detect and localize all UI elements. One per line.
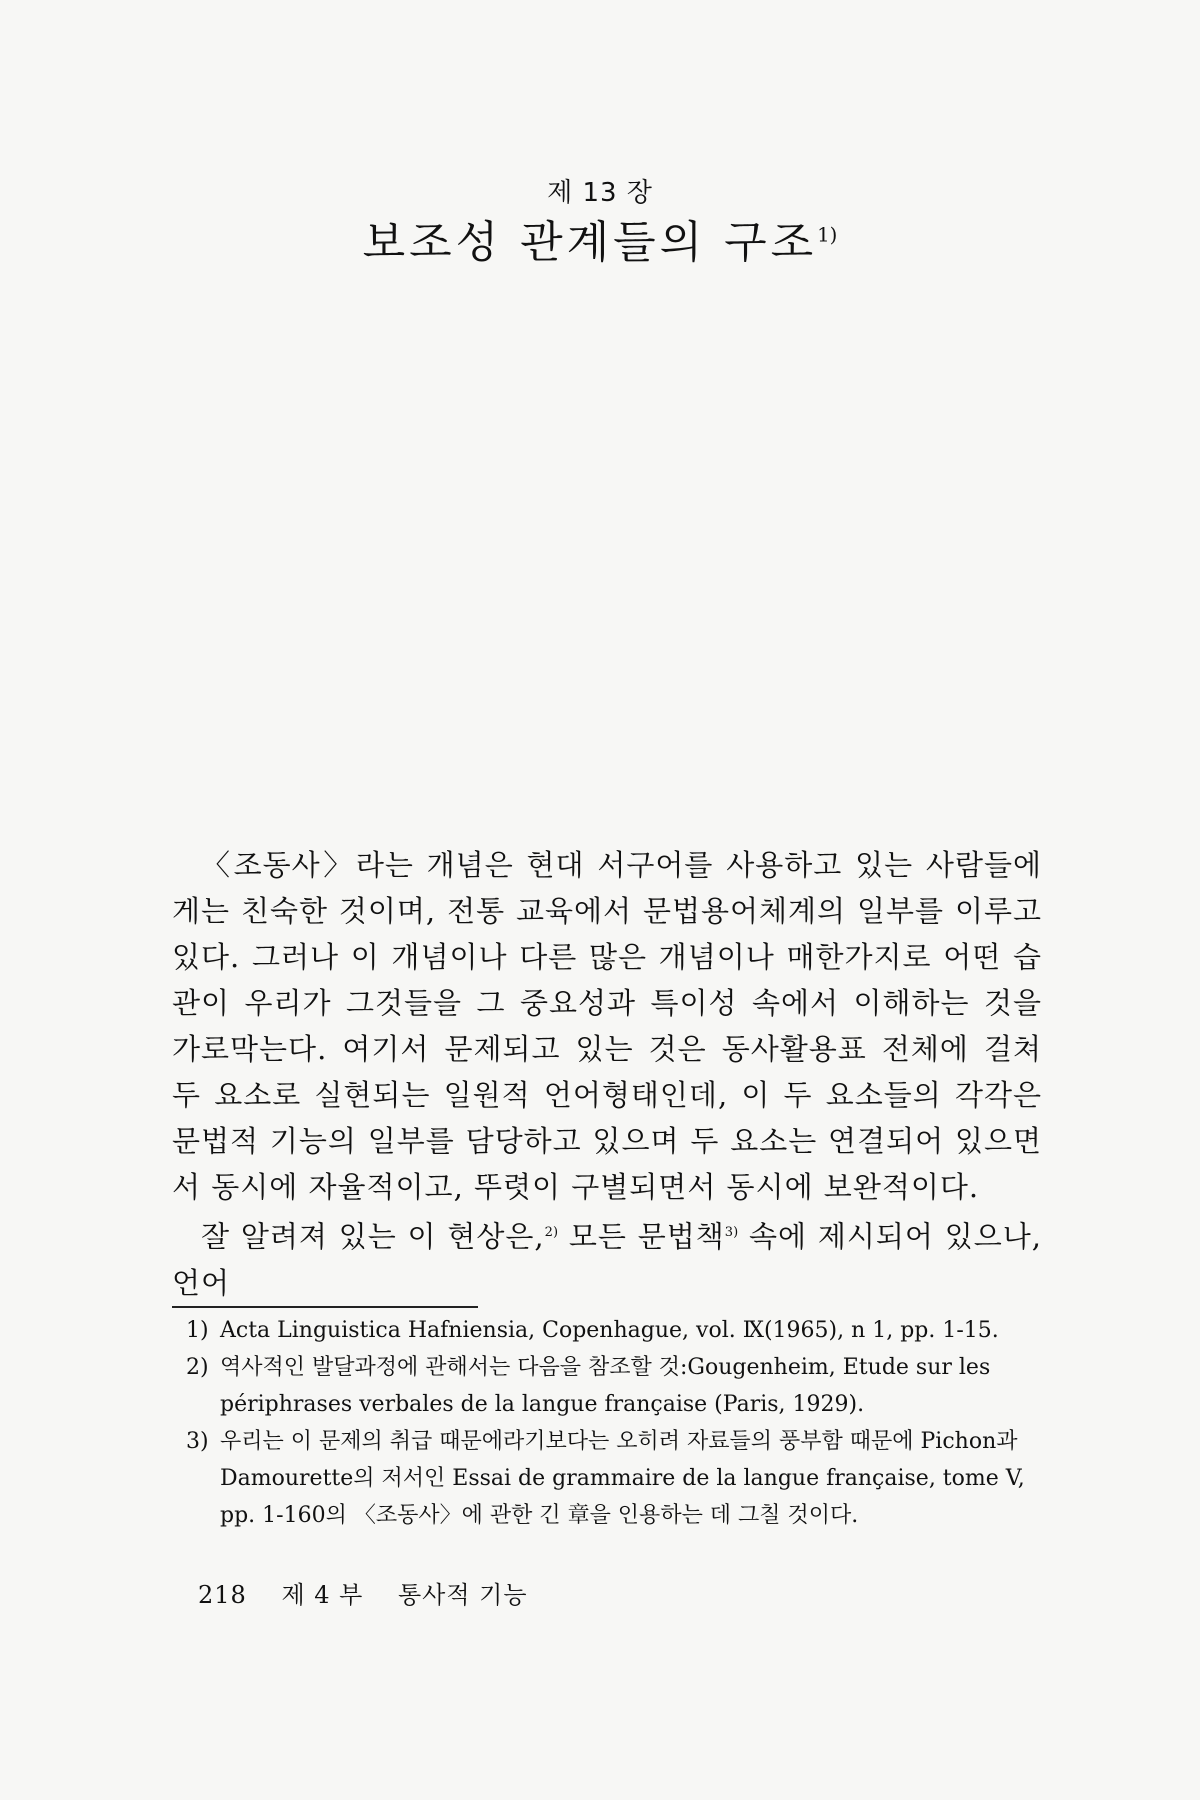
footnote-marker: 1) [186, 1318, 209, 1343]
footnote-ref-2: 2) [544, 1225, 559, 1240]
footnote-1 [186, 1312, 1046, 1349]
chapter-title-text: 보조성 관계들의 구조 [362, 217, 818, 268]
footnote-divider [172, 1306, 478, 1308]
section-label: 통사적 기능 [398, 1581, 528, 1609]
paragraph-2-part-3: 속에 제시되어 있으나, 언어 [172, 1219, 1042, 1300]
paragraph-1: 〈조동사〉라는 개념은 현대 서구어를 사용하고 있는 사람들에게는 친숙한 것이며, 전통 교육에서 문법용어체계의 일부를 이루고 있다. 그러나 이 개념이나 다른 많은 개념이나 매한가지로 어떤 습관이 우리가 그것들을 그 중요성과 특이성 속에서 이해하는 것을 가로막는다. 여기서 문제되고 있는 것은 동사활용표 전체에 걸쳐 두 요소로 실현되는 일원적 언어형태인데, 이 두 요소들의 각각은 문법적 기능의 일부를 담당하고 있으며 두 요소는 연결되어 있으면서 동시에 자율적이고, 뚜렷이 구별되면서 동시에 보완적이다. [172, 848, 1042, 1204]
footnote-marker: 3) [186, 1429, 209, 1454]
paragraph-2-part-1: 잘 알려져 있는 이 현상은, [201, 1219, 545, 1254]
paragraph-2-part-2: 모든 문법책 [558, 1219, 725, 1254]
page-number: 218 [198, 1581, 247, 1609]
footnote-text: 역사적인 발달과정에 관해서는 다음을 참조할 것:Gougenheim, Etude sur les périphrases verbales de la langue française (Paris, 1929). [220, 1355, 991, 1417]
footnote-text: Acta Linguistica Hafniensia, Copenhague, vol. Ⅸ(1965), n 1, pp. 1-15. [220, 1318, 999, 1343]
footnote-text: 우리는 이 문제의 취급 때문에라기보다는 오히려 자료들의 풍부함 때문에 Pichon과 Damourette의 저서인 Essai de grammaire de la langue française, tome V, pp. 1-160의 〈조동사〉에 관한 긴 章을 인용하는 데 그칠 것이다. [220, 1429, 1025, 1528]
part-label: 제 4 부 [281, 1581, 364, 1609]
footnote-marker: 2) [186, 1355, 209, 1380]
footnote-2 [186, 1349, 1046, 1423]
footnote-ref-3: 3) [724, 1225, 739, 1240]
chapter-number: 제 13 장 [547, 178, 653, 208]
running-footer [198, 1575, 554, 1610]
footnotes [186, 1312, 1046, 1534]
body-text [172, 842, 1042, 1306]
paragraph-2 [172, 1210, 1042, 1306]
chapter-title [0, 206, 1200, 270]
footnote-3 [186, 1423, 1046, 1534]
footnote-ref-1: 1) [817, 223, 838, 247]
